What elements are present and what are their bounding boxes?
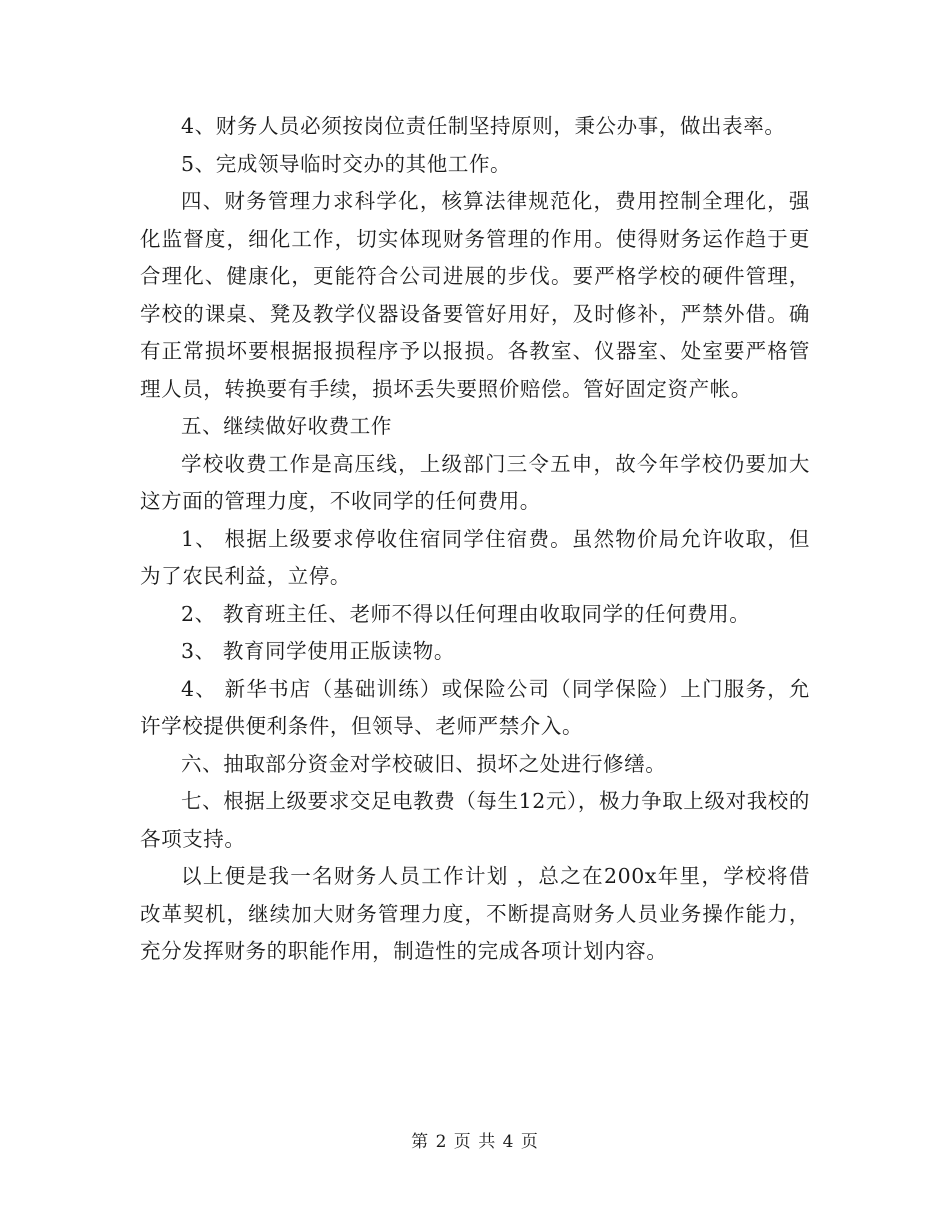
paragraph-conclusion: 以上便是我一名财务人员工作计划 ，总之在200x年里，学校将借改革契机，继续加大财务管理力度，不断提高财务人员业务操作能力，充分发挥财务的职能作用，制造性的完成各项计划内容。 bbox=[140, 864, 810, 963]
paragraph-fee-item-1: 1、 根据上级要求停收住宿同学住宿费。虽然物价局允许收取，但为了农民利益，立停。 bbox=[140, 526, 810, 588]
paragraph-item-4-finance-staff: 4、财务人员必须按岗位责任制坚持原则，秉公办事，做出表率。 bbox=[181, 114, 786, 138]
paragraph-fee-item-4: 4、 新华书店（基础训练）或保险公司（同学保险）上门服务，允许学校提供便利条件，但领导、老师严禁介入。 bbox=[140, 676, 810, 738]
paragraph-section-7: 七、根据上级要求交足电教费（每生12元），极力争取上级对我校的各项支持。 bbox=[140, 789, 810, 851]
paragraph-item-5-other-tasks: 5、完成领导临时交办的其他工作。 bbox=[181, 151, 512, 176]
paragraph-fee-item-3: 3、 教育同学使用正版读物。 bbox=[181, 639, 455, 663]
page-number-footer: 第 2 页 共 4 页 bbox=[411, 1132, 539, 1152]
paragraph-section-5-heading: 五、继续做好收费工作 bbox=[181, 414, 392, 438]
document-body bbox=[140, 108, 810, 971]
paragraph-fee-policy: 学校收费工作是高压线，上级部门三令五申，故今年学校仍要加大这方面的管理力度，不收同学的任何费用。 bbox=[140, 451, 810, 513]
paragraph-section-4-management: 四、财务管理力求科学化，核算法律规范化，费用控制全理化，强化监督度，细化工作，切实体现财务管理的作用。使得财务运作趋于更合理化、健康化，更能符合公司进展的步伐。要严格学校的硬件管理，学校的课桌、凳及教学仪器设备要管好用好，及时修补，严禁外借。确有正常损坏要根据报损程序予以报损。各教室、仪器室、处室要严格管理人员，转换要有手续，损坏丢失要照价赔偿。管好固定资产帐。 bbox=[140, 189, 810, 401]
paragraph-section-6: 六、抽取部分资金对学校破旧、损坏之处进行修缮。 bbox=[181, 751, 667, 776]
paragraph-fee-item-2: 2、 教育班主任、老师不得以任何理由收取同学的任何费用。 bbox=[181, 601, 751, 626]
